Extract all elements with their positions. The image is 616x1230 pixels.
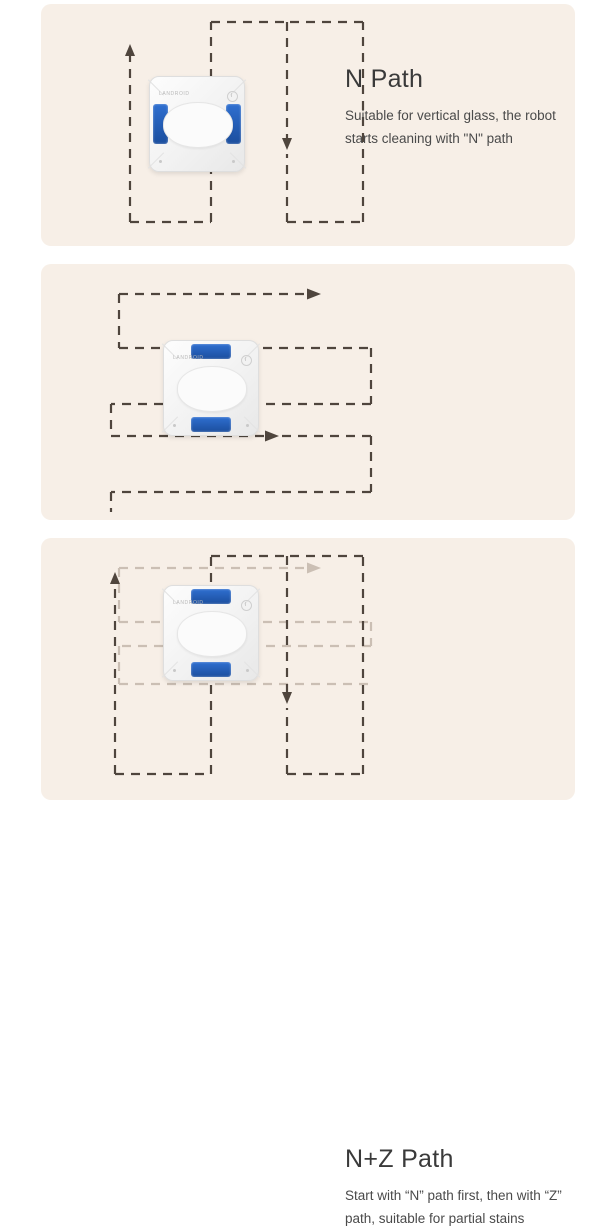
sensor-dot — [246, 424, 249, 427]
robot-brand-label: LANDROID — [173, 355, 204, 361]
text-block-n-path — [345, 66, 575, 150]
robot-device-nz — [163, 585, 259, 681]
text-block-nz-path — [345, 1146, 575, 1230]
power-button-icon — [241, 600, 252, 611]
sensor-dot — [246, 669, 249, 672]
robot-center-disc — [163, 102, 233, 148]
section-card-z-path — [41, 264, 575, 520]
section-title-n-path: N Path — [345, 65, 424, 93]
cleaning-pad-bottom — [191, 662, 231, 677]
robot-device-z — [163, 340, 259, 436]
robot-brand-label: LANDROID — [159, 91, 190, 97]
robot-brand-label: LANDROID — [173, 600, 204, 606]
section-description-n-path: Suitable for vertical glass, the robot starts cleaning with "N" path — [345, 107, 556, 146]
arrowhead-faded — [307, 563, 321, 574]
cleaning-pad-bottom — [191, 417, 231, 432]
arrowhead — [265, 289, 321, 442]
power-button-icon — [241, 355, 252, 366]
section-title-nz-path: N+Z Path — [345, 1145, 454, 1173]
robot-device-n — [149, 76, 245, 172]
section-card-n-path — [41, 4, 575, 246]
power-button-icon — [227, 91, 238, 102]
section-card-nz-path — [41, 538, 575, 1226]
sensor-dot — [159, 160, 162, 163]
robot-center-disc — [177, 611, 247, 657]
sensor-dot — [173, 669, 176, 672]
sensor-dot — [173, 424, 176, 427]
sensor-dot — [232, 160, 235, 163]
robot-center-disc — [177, 366, 247, 412]
section-description-nz-path: Start with “N” path first, then with “Z” path, suitable for partial stains — [345, 1187, 562, 1226]
